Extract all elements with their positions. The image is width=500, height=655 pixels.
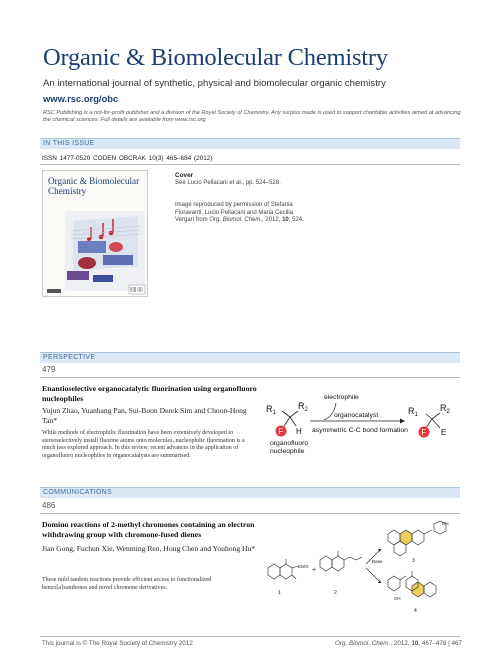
cover-see-reference: See Lucio Pellacani et al., pp. 524–528.: [175, 180, 281, 186]
footer-volume: 10: [411, 640, 419, 647]
ewg-label: EWG: [298, 564, 309, 569]
divider: [40, 164, 460, 165]
nucleophile-label-line-2: nucleophile: [270, 448, 305, 455]
article-title-link[interactable]: Enantioselective organocatalytic fluorination using organofluoro nucleophiles: [42, 384, 257, 403]
divider: [40, 377, 460, 378]
compound-label-4: 4: [414, 608, 417, 614]
footer-pages: , 467–478 | 467: [418, 640, 462, 647]
footer-year: , 2012,: [390, 640, 412, 647]
footer-copyright: This journal is © The Royal Society of Chemistry 2012: [42, 640, 193, 647]
cover-credit-volume: 10: [282, 217, 289, 224]
cover-credit-journal: Org. Biomol. Chem.: [209, 217, 263, 224]
footer-divider: [40, 636, 460, 637]
hydroxyl-label-top: OH: [442, 521, 449, 526]
compound-label-1: 1: [278, 590, 281, 596]
article-abstract: These mild tandem reactions provide efficient access to functionalized benzo[a]xanthones and novel chromone derivatives.: [42, 577, 212, 591]
footer-journal: Org. Biomol. Chem.: [335, 640, 391, 647]
scheme-r1-right: $R_1$: [408, 406, 418, 418]
base-label: Base: [372, 559, 383, 564]
cover-label: Cover: [175, 172, 194, 179]
fluorine-label-right: F: [421, 428, 427, 437]
graphical-abstract-fluorination: [262, 388, 462, 468]
cover-credit: [175, 202, 305, 225]
organocatalyst-label: organocatalyst: [334, 412, 379, 419]
article-page-number: 486: [42, 501, 56, 510]
publisher-note: RSC Publishing is a not-for-profit publisher and a division of the Royal Society of Chemistry. Any surplus made is used to support charitable activities aimed at advancing the chemical sciences. Full details are available from www.rsc.org: [43, 110, 461, 123]
electrophile-label: electrophile: [324, 394, 359, 401]
section-bar-perspective: PERSPECTIVE: [40, 352, 460, 363]
journal-url-link[interactable]: www.rsc.org/obc: [43, 93, 119, 104]
reaction-type-label: asymmetric C-C bond formation: [312, 427, 408, 434]
cover-thumbnail-title: Organic & Biomolecular Chemistry: [48, 176, 140, 196]
article-page-number: 479: [42, 365, 56, 374]
cover-credit-year: , 2012,: [262, 217, 283, 224]
scheme-r2-right: $R_2$: [440, 403, 450, 415]
fluorine-label-left: F: [278, 427, 284, 436]
compound-label-3: 3: [412, 558, 415, 564]
hydrogen-label: H: [296, 427, 302, 436]
journal-title: Organic & Biomolecular Chemistry: [43, 44, 388, 71]
electrophile-group-label: E: [441, 428, 447, 437]
plus-sign: +: [312, 567, 317, 574]
graphical-abstract-chromones: [262, 520, 462, 620]
section-bar-in-this-issue: IN THIS ISSUE: [40, 138, 460, 149]
reaction-arrow-down: [366, 568, 380, 582]
article-authors: Yujun Zhao, Yuanhang Pan, Sui-Boon Derek Sim and Choon-Hong Tan*: [42, 406, 247, 425]
journal-subtitle: An international journal of synthetic, physical and biomolecular organic chemistry: [43, 78, 386, 89]
footer-citation: [335, 640, 462, 647]
scheme-r1-left: $R_1$: [266, 404, 276, 416]
divider: [40, 513, 460, 514]
cover-credit-text: Image reproduced by permission of Stefania Fioravanti, Lucio Pellacani and Maria Cecilia Vergari from: [175, 202, 294, 224]
article-authors: Jian Gong, Fuchun Xie, Wenming Ren, Hong Chen and Youhong Hu*: [42, 544, 256, 553]
cover-thumbnail[interactable]: [42, 170, 148, 297]
issn-line: ISSN 1477-0520 CODEN OBCRAK 10(3) 465–684 (2012): [42, 155, 213, 162]
article-abstract: While methods of electrophilic fluorination have been extensively developed to stereoselectively install fluorine atoms onto molecules, nucleophilic fluorination is a much less explored approach. In this review, recent advances in the application of organofluoro nucleophiles in organocatalysis are summarised.: [42, 430, 245, 459]
article-title-link[interactable]: Domino reactions of 2-methyl chromones containing an electron withdrawing group with chromone-fused dienes: [42, 520, 255, 539]
scheme-r2-left: $R_2$: [298, 401, 308, 413]
compound-label-2: 2: [334, 590, 337, 596]
cover-credit-page: , 524.: [288, 217, 304, 224]
nucleophile-label-line-1: organofluoro: [270, 440, 309, 447]
hydroxyl-label-bottom: OH: [394, 596, 401, 601]
section-bar-communications: COMMUNICATIONS: [40, 487, 460, 498]
